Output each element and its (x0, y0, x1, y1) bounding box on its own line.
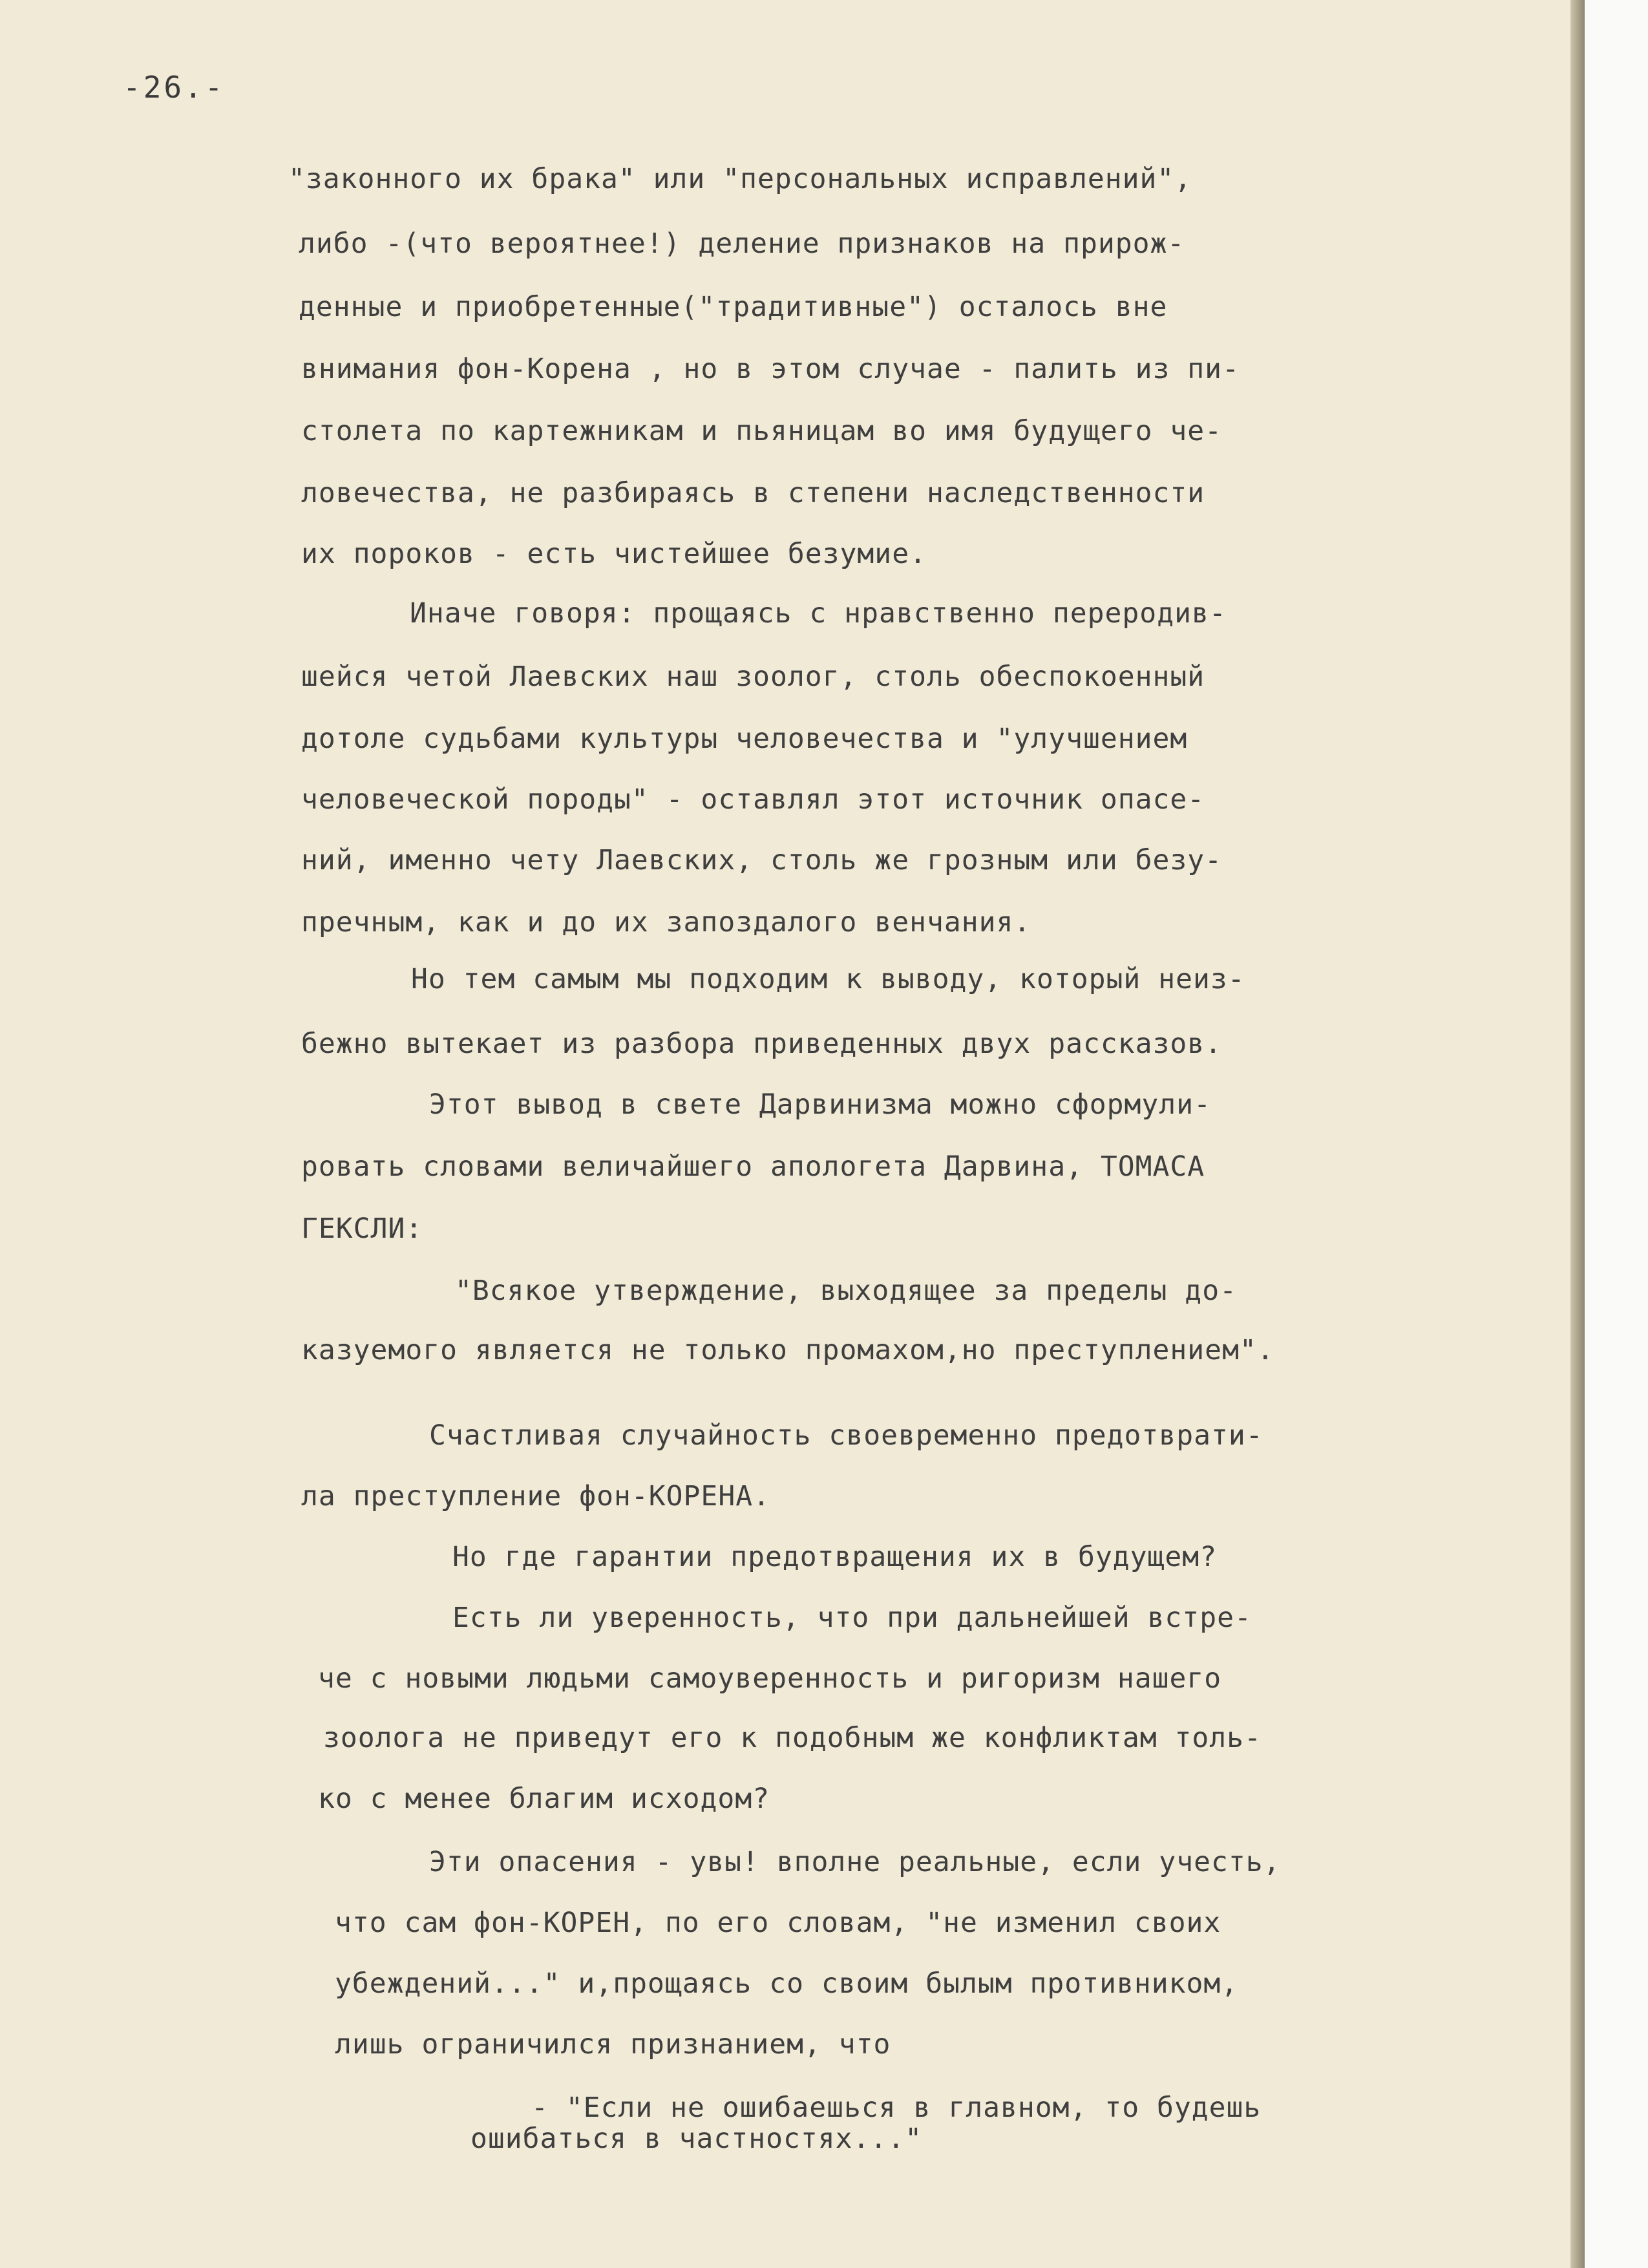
text-line: Счастливая случайность своевременно предотврати- (429, 1419, 1263, 1452)
paper-edge-shadow (1570, 0, 1585, 2268)
text-line: пречным, как и до их запоздалого венчания. (301, 906, 1031, 938)
text-line: денные и приобретенные("традитивные") осталось вне (299, 291, 1168, 323)
text-line: убеждений..." и,прощаясь со своим былым противником, (335, 1967, 1239, 2000)
text-line: либо -(что вероятнее!) деление признаков на прирож- (299, 228, 1185, 260)
text-line: ГЕКСЛИ: (301, 1213, 423, 1245)
text-line: ний, именно чету Лаевских, столь же грозным или безу- (301, 844, 1223, 876)
page-number: -26.- (123, 70, 226, 105)
text-line: Эти опасения - увы! вполне реальные, если учесть, (429, 1846, 1281, 1878)
text-line: ко с менее благим исходом? (318, 1783, 770, 1815)
text-line: шейся четой Лаевских наш зоолог, столь обеспокоенный (301, 661, 1205, 693)
text-line: человеческой породы" - оставлял этот источник опасе- (301, 783, 1205, 816)
background-margin (1585, 0, 1648, 2268)
text-line: лишь ограничился признанием, что (335, 2028, 891, 2061)
text-line: Но где гарантии предотвращения их в будущем? (452, 1541, 1218, 1573)
text-line: зоолога не приведут его к подобным же конфликтам толь- (323, 1722, 1262, 1754)
text-line: Этот вывод в свете Дарвинизма можно сформули- (429, 1088, 1211, 1121)
text-line: ла преступление фон-КОРЕНА. (301, 1480, 770, 1512)
text-line: Есть ли уверенность, что при дальнейшей встре- (452, 1602, 1252, 1634)
text-line: столета по картежникам и пьяницам во имя будущего че- (301, 415, 1223, 447)
text-line: Но тем самым мы подходим к выводу, который неиз- (411, 963, 1245, 995)
text-line: "законного их брака" или "персональных исправлений", (288, 163, 1192, 195)
text-line: - "Если не ошибаешься в главном, то будешь (531, 2092, 1262, 2124)
text-line: дотоле судьбами культуры человечества и "улучшением (301, 723, 1188, 755)
text-line: ошибаться в частностях..." (470, 2123, 923, 2155)
text-line: казуемого является не только промахом,но преступлением". (301, 1334, 1274, 1366)
text-line: их пороков - есть чистейшее безумие. (301, 538, 927, 570)
text-line: че с новыми людьми самоуверенность и ригоризм нашего (318, 1662, 1222, 1695)
text-line: ловечества, не разбираясь в степени наследственности (301, 477, 1205, 509)
text-line: "Всякое утверждение, выходящее за пределы до- (455, 1275, 1237, 1307)
text-line: ровать словами величайшего апологета Дарвина, ТОМАСА (301, 1150, 1205, 1183)
text-line: что сам фон-КОРЕН, по его словам, "не изменил своих (335, 1907, 1221, 1939)
text-line: внимания фон-Корена , но в этом случае - палить из пи- (301, 353, 1240, 385)
text-line: Иначе говоря: прощаясь с нравственно переродив- (410, 597, 1227, 630)
text-line: бежно вытекает из разбора приведенных двух рассказов. (301, 1028, 1223, 1060)
